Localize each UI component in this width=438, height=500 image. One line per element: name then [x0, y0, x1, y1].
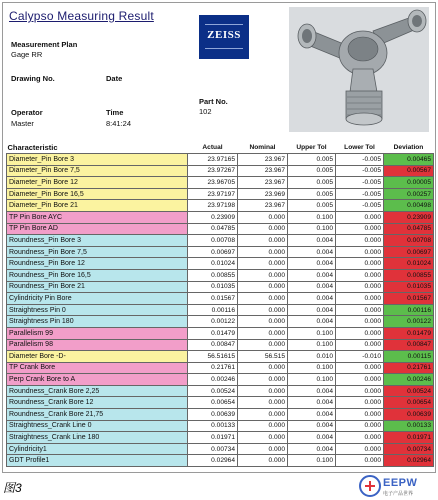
- actual-cell: 0.00697: [188, 246, 238, 258]
- actual-cell: 0.00116: [188, 304, 238, 316]
- col-nominal: Nominal: [249, 144, 276, 151]
- actual-cell: 23.96705: [188, 177, 238, 189]
- upper-tol-cell: 0.004: [288, 235, 336, 247]
- actual-cell: 0.04785: [188, 223, 238, 235]
- deviation-cell: 0.01479: [384, 327, 434, 339]
- logo-arc-line-top: [205, 24, 243, 25]
- table-row: [7, 397, 434, 409]
- nominal-cell: 23.969: [238, 188, 288, 200]
- actual-cell: 0.01567: [188, 293, 238, 305]
- deviation-cell: 0.04785: [384, 223, 434, 235]
- nominal-cell: 0.000: [238, 327, 288, 339]
- deviation-cell: 0.01024: [384, 258, 434, 270]
- lower-tol-cell: 0.000: [336, 235, 384, 247]
- actual-cell: 0.21761: [188, 362, 238, 374]
- eepw-watermark: [359, 474, 435, 498]
- zeiss-logo-text: ZEISS: [207, 29, 241, 41]
- nominal-cell: 0.000: [238, 443, 288, 455]
- operator-label: Operator: [11, 108, 43, 117]
- upper-tol-cell: 0.004: [288, 269, 336, 281]
- table-row: [7, 432, 434, 444]
- operator-value: Master: [11, 119, 34, 128]
- characteristic-cell: GDT Profile1: [7, 455, 188, 467]
- characteristic-cell: Diameter_Pin Bore 3: [7, 154, 188, 166]
- table-row: [7, 235, 434, 247]
- col-deviation: Deviation: [393, 144, 424, 151]
- lower-tol-cell: 0.000: [336, 281, 384, 293]
- table-row: [7, 443, 434, 455]
- characteristic-cell: Roundness_Crank Bore 21,75: [7, 409, 188, 421]
- lower-tol-cell: 0.000: [336, 258, 384, 270]
- characteristic-cell: TP Pin Bore AD: [7, 223, 188, 235]
- table-row: [7, 177, 434, 189]
- logo-arc-line-bottom: [205, 48, 243, 49]
- characteristic-cell: Roundness_Pin Bore 16,5: [7, 269, 188, 281]
- characteristic-cell: Perp Crank Bore to A: [7, 374, 188, 386]
- nominal-cell: 0.000: [238, 304, 288, 316]
- nominal-cell: 0.000: [238, 455, 288, 467]
- nominal-cell: 0.000: [238, 385, 288, 397]
- characteristic-cell: Diameter_Pin Bore 21: [7, 200, 188, 212]
- report-header: [3, 3, 435, 136]
- nominal-cell: 0.000: [238, 374, 288, 386]
- part-no-value: 102: [199, 107, 212, 116]
- characteristic-cell: Parallelism 98: [7, 339, 188, 351]
- actual-cell: 0.00122: [188, 316, 238, 328]
- lower-tol-cell: -0.005: [336, 188, 384, 200]
- actual-cell: 0.01024: [188, 258, 238, 270]
- nominal-cell: 0.000: [238, 269, 288, 281]
- lower-tol-cell: 0.000: [336, 293, 384, 305]
- characteristic-cell: TP Crank Bore: [7, 362, 188, 374]
- report-title: Calypso Measuring Result: [9, 9, 154, 23]
- deviation-cell: 0.00847: [384, 339, 434, 351]
- upper-tol-cell: 0.100: [288, 327, 336, 339]
- characteristic-cell: Diameter Bore -D-: [7, 351, 188, 363]
- table-row: [7, 154, 434, 166]
- deviation-cell: 0.00133: [384, 420, 434, 432]
- deviation-cell: 0.00498: [384, 200, 434, 212]
- results-table: [6, 142, 434, 467]
- time-value: 8:41:24: [106, 119, 132, 128]
- deviation-cell: 0.00639: [384, 409, 434, 421]
- drawing-no-label: Drawing No.: [11, 74, 55, 83]
- characteristic-cell: Diameter_Pin Bore 16,5: [7, 188, 188, 200]
- lower-tol-cell: 0.000: [336, 211, 384, 223]
- characteristic-cell: Cylindricity1: [7, 443, 188, 455]
- actual-cell: 0.00246: [188, 374, 238, 386]
- actual-cell: 0.01971: [188, 432, 238, 444]
- deviation-cell: 0.00116: [384, 304, 434, 316]
- upper-tol-cell: 0.005: [288, 154, 336, 166]
- eepw-logo-icon: [359, 475, 381, 497]
- nominal-cell: 23.967: [238, 165, 288, 177]
- table-row: [7, 362, 434, 374]
- measurement-plan-label: Measurement Plan: [11, 40, 78, 49]
- characteristic-cell: Straightness_Crank Line 180: [7, 432, 188, 444]
- deviation-cell: 0.01035: [384, 281, 434, 293]
- upper-tol-cell: 0.100: [288, 223, 336, 235]
- actual-cell: 23.97267: [188, 165, 238, 177]
- nominal-cell: 0.000: [238, 409, 288, 421]
- actual-cell: 0.01035: [188, 281, 238, 293]
- deviation-cell: 0.00122: [384, 316, 434, 328]
- table-row: [7, 258, 434, 270]
- lower-tol-cell: -0.005: [336, 165, 384, 177]
- measurement-plan-value: Gage RR: [11, 50, 43, 59]
- actual-cell: 23.97198: [188, 200, 238, 212]
- nominal-cell: 23.967: [238, 177, 288, 189]
- upper-tol-cell: 0.100: [288, 339, 336, 351]
- upper-tol-cell: 0.100: [288, 362, 336, 374]
- nominal-cell: 0.000: [238, 281, 288, 293]
- characteristic-cell: Roundness_Crank Bore 12: [7, 397, 188, 409]
- actual-cell: 0.00734: [188, 443, 238, 455]
- upper-tol-cell: 0.004: [288, 432, 336, 444]
- results-table-body: [7, 154, 434, 467]
- characteristic-cell: Diameter_Pin Bore 7,5: [7, 165, 188, 177]
- table-row: [7, 304, 434, 316]
- deviation-cell: 0.00524: [384, 385, 434, 397]
- actual-cell: 0.02964: [188, 455, 238, 467]
- nominal-cell: 0.000: [238, 293, 288, 305]
- upper-tol-cell: 0.004: [288, 316, 336, 328]
- table-row: [7, 339, 434, 351]
- characteristic-cell: Straightness_Crank Line 0: [7, 420, 188, 432]
- characteristic-cell: Roundness_Pin Bore 3: [7, 235, 188, 247]
- table-row: [7, 223, 434, 235]
- upper-tol-cell: 0.100: [288, 211, 336, 223]
- nominal-cell: 0.000: [238, 258, 288, 270]
- actual-cell: 23.97197: [188, 188, 238, 200]
- characteristic-cell: Roundness_Pin Bore 21: [7, 281, 188, 293]
- actual-cell: 0.01479: [188, 327, 238, 339]
- nominal-cell: 0.000: [238, 316, 288, 328]
- figure-caption: 图3: [3, 481, 22, 495]
- deviation-cell: 0.01971: [384, 432, 434, 444]
- deviation-cell: 0.00246: [384, 374, 434, 386]
- lower-tol-cell: 0.000: [336, 362, 384, 374]
- col-actual: Actual: [202, 144, 223, 151]
- watermark-subtext: 电子产品世界: [383, 491, 414, 497]
- lower-tol-cell: 0.000: [336, 246, 384, 258]
- deviation-cell: 0.00697: [384, 246, 434, 258]
- upper-tol-cell: 0.005: [288, 165, 336, 177]
- actual-cell: 0.00654: [188, 397, 238, 409]
- table-row: [7, 211, 434, 223]
- part-no-label: Part No.: [199, 97, 228, 106]
- deviation-cell: 0.00465: [384, 154, 434, 166]
- nominal-cell: 0.000: [238, 246, 288, 258]
- lower-tol-cell: 0.000: [336, 316, 384, 328]
- upper-tol-cell: 0.004: [288, 409, 336, 421]
- lower-tol-cell: -0.010: [336, 351, 384, 363]
- characteristic-cell: Roundness_Pin Bore 12: [7, 258, 188, 270]
- deviation-cell: 0.00005: [384, 177, 434, 189]
- nominal-cell: 0.000: [238, 397, 288, 409]
- table-row: [7, 351, 434, 363]
- deviation-cell: 0.00708: [384, 235, 434, 247]
- deviation-cell: 0.02964: [384, 455, 434, 467]
- table-row: [7, 293, 434, 305]
- nominal-cell: 0.000: [238, 362, 288, 374]
- table-row: [7, 327, 434, 339]
- upper-tol-cell: 0.004: [288, 385, 336, 397]
- deviation-cell: 0.21761: [384, 362, 434, 374]
- table-row: [7, 188, 434, 200]
- upper-tol-cell: 0.004: [288, 304, 336, 316]
- table-row: [7, 316, 434, 328]
- upper-tol-cell: 0.004: [288, 281, 336, 293]
- lower-tol-cell: 0.000: [336, 455, 384, 467]
- col-characteristic: Characteristic: [7, 143, 58, 152]
- deviation-cell: 0.23909: [384, 211, 434, 223]
- deviation-cell: 0.00855: [384, 269, 434, 281]
- deviation-cell: 0.00115: [384, 351, 434, 363]
- characteristic-cell: TP Pin Bore AYC: [7, 211, 188, 223]
- upper-tol-cell: 0.004: [288, 443, 336, 455]
- lower-tol-cell: 0.000: [336, 385, 384, 397]
- table-row: [7, 281, 434, 293]
- table-row: [7, 420, 434, 432]
- nominal-cell: 0.000: [238, 211, 288, 223]
- upper-tol-cell: 0.004: [288, 397, 336, 409]
- date-label: Date: [106, 74, 123, 83]
- table-row: [7, 374, 434, 386]
- table-row: [7, 246, 434, 258]
- actual-cell: 0.00133: [188, 420, 238, 432]
- nominal-cell: 0.000: [238, 223, 288, 235]
- upper-tol-cell: 0.100: [288, 455, 336, 467]
- nominal-cell: 23.967: [238, 154, 288, 166]
- upper-tol-cell: 0.004: [288, 293, 336, 305]
- upper-tol-cell: 0.005: [288, 177, 336, 189]
- lower-tol-cell: 0.000: [336, 397, 384, 409]
- upper-tol-cell: 0.004: [288, 246, 336, 258]
- upper-tol-cell: 0.004: [288, 258, 336, 270]
- upper-tol-cell: 0.005: [288, 188, 336, 200]
- deviation-cell: 0.00257: [384, 188, 434, 200]
- nominal-cell: 0.000: [238, 432, 288, 444]
- report-frame: [2, 2, 436, 473]
- nominal-cell: 0.000: [238, 235, 288, 247]
- actual-cell: 23.97165: [188, 154, 238, 166]
- lower-tol-cell: 0.000: [336, 327, 384, 339]
- table-row: [7, 455, 434, 467]
- lower-tol-cell: 0.000: [336, 443, 384, 455]
- actual-cell: 56.51615: [188, 351, 238, 363]
- nominal-cell: 56.515: [238, 351, 288, 363]
- nominal-cell: 0.000: [238, 339, 288, 351]
- characteristic-cell: Parallelism 99: [7, 327, 188, 339]
- table-row: [7, 385, 434, 397]
- characteristic-cell: Straightness Pin 0: [7, 304, 188, 316]
- characteristic-cell: Straightness Pin 180: [7, 316, 188, 328]
- results-table-header: [7, 142, 434, 154]
- actual-cell: 0.23909: [188, 211, 238, 223]
- actual-cell: 0.00524: [188, 385, 238, 397]
- table-row: [7, 200, 434, 212]
- upper-tol-cell: 0.100: [288, 374, 336, 386]
- characteristic-cell: Roundness_Crank Bore 2,25: [7, 385, 188, 397]
- deviation-cell: 0.01567: [384, 293, 434, 305]
- lower-tol-cell: 0.000: [336, 420, 384, 432]
- table-row: [7, 269, 434, 281]
- lower-tol-cell: -0.005: [336, 200, 384, 212]
- deviation-cell: 0.00567: [384, 165, 434, 177]
- table-row: [7, 409, 434, 421]
- nominal-cell: 23.967: [238, 200, 288, 212]
- actual-cell: 0.00639: [188, 409, 238, 421]
- actual-cell: 0.00855: [188, 269, 238, 281]
- zeiss-logo: [199, 15, 249, 59]
- lower-tol-cell: 0.000: [336, 269, 384, 281]
- part-3d-render: [289, 7, 429, 132]
- deviation-cell: 0.00654: [384, 397, 434, 409]
- deviation-cell: 0.00734: [384, 443, 434, 455]
- table-row: [7, 165, 434, 177]
- lower-tol-cell: 0.000: [336, 432, 384, 444]
- actual-cell: 0.00847: [188, 339, 238, 351]
- lower-tol-cell: -0.005: [336, 177, 384, 189]
- nominal-cell: 0.000: [238, 420, 288, 432]
- actual-cell: 0.00708: [188, 235, 238, 247]
- upper-tol-cell: 0.010: [288, 351, 336, 363]
- lower-tol-cell: 0.000: [336, 409, 384, 421]
- characteristic-cell: Diameter_Pin Bore 12: [7, 177, 188, 189]
- lower-tol-cell: 0.000: [336, 304, 384, 316]
- upper-tol-cell: 0.004: [288, 420, 336, 432]
- col-lower-tol: Lower Tol: [344, 144, 375, 151]
- col-upper-tol: Upper Tol: [296, 144, 327, 151]
- watermark-text: EEPW: [383, 477, 418, 489]
- lower-tol-cell: 0.000: [336, 374, 384, 386]
- upper-tol-cell: 0.005: [288, 200, 336, 212]
- time-label: Time: [106, 108, 124, 117]
- lower-tol-cell: 0.000: [336, 339, 384, 351]
- characteristic-cell: Roundness_Pin Bore 7,5: [7, 246, 188, 258]
- characteristic-cell: Cylindricity Pin Bore: [7, 293, 188, 305]
- lower-tol-cell: 0.000: [336, 223, 384, 235]
- lower-tol-cell: -0.005: [336, 154, 384, 166]
